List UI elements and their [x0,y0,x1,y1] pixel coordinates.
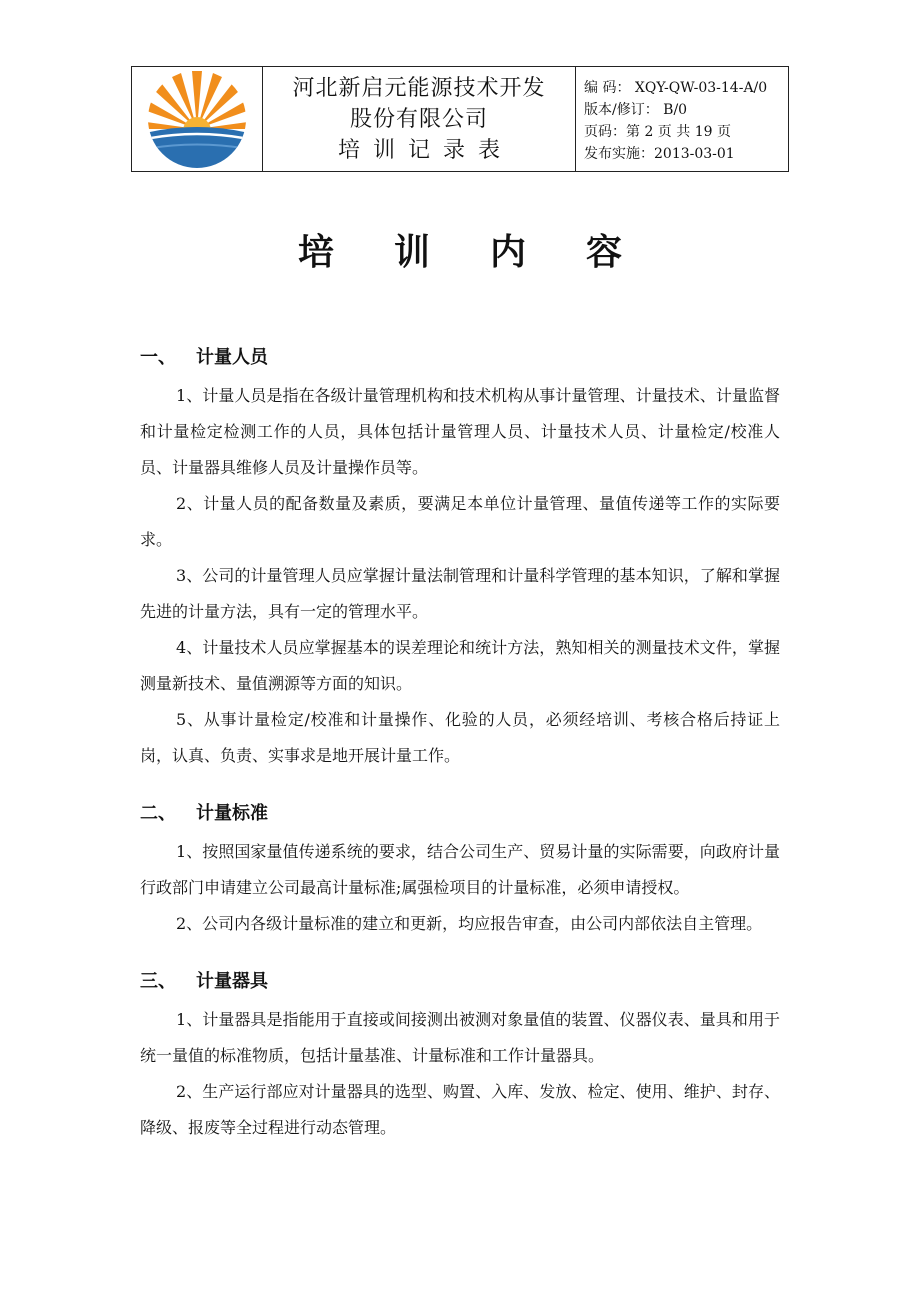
form-title: 培训记录表 [337,137,513,163]
document-header-table [131,66,789,172]
company-name-line2: 股份有限公司 [349,106,488,132]
document-code: 编 码： XQY-QW-03-14-A/0 [584,80,768,96]
section-number: 二、 [140,803,176,824]
paragraph: 1、计量器具是指能用于直接或间接测出被测对象量值的装置、仪器仪表、量具和用于统一量值的标准物质，包括计量基准、计量标准和工作计量器具。 [140,1010,780,1065]
section-instruments [140,964,780,1146]
section-number: 三、 [140,971,176,992]
section-heading [140,796,780,832]
section-title: 计量标准 [196,803,268,824]
section-number: 一、 [140,347,176,368]
paragraph: 4、计量技术人员应掌握基本的误差理论和统计方法，熟知相关的测量技术文件，掌握测量新技术、量值溯源等方面的知识。 [140,638,780,693]
company-logo-cell [132,67,263,171]
section-personnel [140,340,780,774]
company-name-line1: 河北新启元能源技术开发 [292,75,546,101]
sunrise-logo-icon [145,67,249,171]
training-content [140,340,780,1168]
section-heading [140,964,780,1000]
paragraph: 3、公司的计量管理人员应掌握计量法制管理和计量科学管理的基本知识，了解和掌握先进的计量方法，具有一定的管理水平。 [140,566,780,621]
page-title: 培训内容 [297,232,682,273]
section-standards [140,796,780,942]
paragraph: 5、从事计量检定/校准和计量操作、化验的人员，必须经培训、考核合格后持证上岗，认真、负责、实事求是地开展计量工作。 [140,710,780,765]
paragraph: 1、计量人员是指在各级计量管理机构和技术机构从事计量管理、计量技术、计量监督和计量检定检测工作的人员，具体包括计量管理人员、计量技术人员、计量检定/校准人员、计量器具维修人员及计量操作员等。 [140,386,780,477]
company-name-cell [263,67,576,171]
paragraph: 2、计量人员的配备数量及素质，要满足本单位计量管理、量值传递等工作的实际要求。 [140,494,780,549]
publish-date: 发布实施：2013-03-01 [584,146,735,162]
document-info-cell [576,67,788,171]
document-version: 版本/修订： B/0 [584,102,688,118]
paragraph: 1、按照国家量值传递系统的要求，结合公司生产、贸易计量的实际需要，向政府计量行政部门申请建立公司最高计量标准;属强检项目的计量标准，必须申请授权。 [140,842,780,897]
section-title: 计量人员 [196,347,268,368]
page-number: 页码：第 2 页 共 19 页 [584,124,731,140]
paragraph: 2、公司内各级计量标准的建立和更新，均应报告审查，由公司内部依法自主管理。 [176,914,763,933]
paragraph: 2、生产运行部应对计量器具的选型、购置、入库、发放、检定、使用、维护、封存、降级、报废等全过程进行动态管理。 [140,1082,780,1137]
section-heading [140,340,780,376]
section-title: 计量器具 [196,971,268,992]
